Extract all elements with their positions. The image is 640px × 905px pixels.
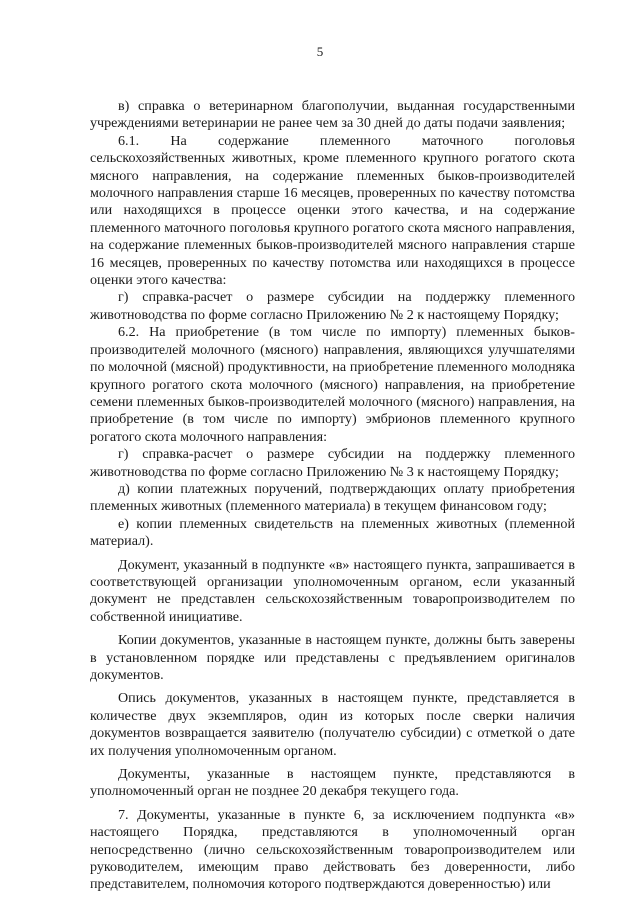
paragraph-document-request: Документ, указанный в подпункте «в» настоящего пункта, запрашивается в соответствующей организации уполномоченным органом, если указанный документ не представлен сельскохозяйственным товаропроизводителем по собственной инициативе. xyxy=(90,556,575,625)
paragraph-payment-orders: д) копии платежных поручений, подтверждающих оплату приобретения племенных животных (племенного материала) в текущем финансовом году; xyxy=(90,480,575,515)
paragraph-copies-certified: Копии документов, указанные в настоящем пункте, должны быть заверены в установленном порядке или представлены с предъявлением оригиналов документов. xyxy=(90,632,575,683)
paragraph-calc-appendix-2: г) справка-расчет о размере субсидии на поддержку племенного животноводства по форме согласно Приложению № 2 к настоящему Порядку; xyxy=(90,289,575,323)
paragraph-calc-appendix-3: г) справка-расчет о размере субсидии на поддержку племенного животноводства по форме согласно Приложению № 3 к настоящему Порядку; xyxy=(90,446,575,480)
paragraph-6-2: 6.2. На приобретение (в том числе по импорту) племенных быков-производителей молочного (мясного) направления, являющихся улучшателями по молочной (мясной) продуктивности, на приобретение племенного молодняка крупного рогатого скота молочного (мясного) направления, на приобретение семени племенных быков-производителей молочного (мясного) направления, на приобретение (в том числе по импорту) эмбрионов племенного крупного рогатого скота молочного направления: xyxy=(90,324,575,445)
paragraph-vet-certificate: в) справка о ветеринарном благополучии, выданная государственными учреждениями ветеринарии не ранее чем за 30 дней до даты подачи заявления; xyxy=(90,98,575,132)
paragraph-deadline: Документы, указанные в настоящем пункте, представляются в уполномоченный орган не позднее 20 декабря текущего года. xyxy=(90,766,575,800)
page-number: 5 xyxy=(316,44,324,59)
paragraph-7: 7. Документы, указанные в пункте 6, за исключением подпункта «в» настоящего Порядка, представляются в уполномоченный орган непосредственно (лично сельскохозяйственным товаропроизводителем или руководителем, имеющим право действовать без доверенности, либо представителем, полномочия которого подтверждаются доверенностью) или xyxy=(90,806,575,893)
document-body xyxy=(90,98,575,894)
paragraph-6-1: 6.1. На содержание племенного маточного поголовья сельскохозяйственных животных, кроме племенного крупного рогатого скота мясного направления, на содержание племенных быков-производителей молочного направления старше 16 месяцев, проверенных по качеству потомства или находящихся в процессе оценки этого качества, и на содержание племенного маточного поголовья крупного рогатого скота мясного направления, на содержание племенных быков-производителей мясного направления старше 16 месяцев, проверенных по качеству потомства или находящихся в процессе оценки этого качества: xyxy=(90,132,575,289)
paragraph-breeding-certificates: е) копии племенных свидетельств на племенных животных (племенной материал). xyxy=(90,515,575,550)
paragraph-inventory: Опись документов, указанных в настоящем пункте, представляется в количестве двух экземпляров, один из которых после сверки наличия документов возвращается заявителю (получателю субсидии) с отметкой о дате их получения уполномоченным органом. xyxy=(90,690,575,759)
